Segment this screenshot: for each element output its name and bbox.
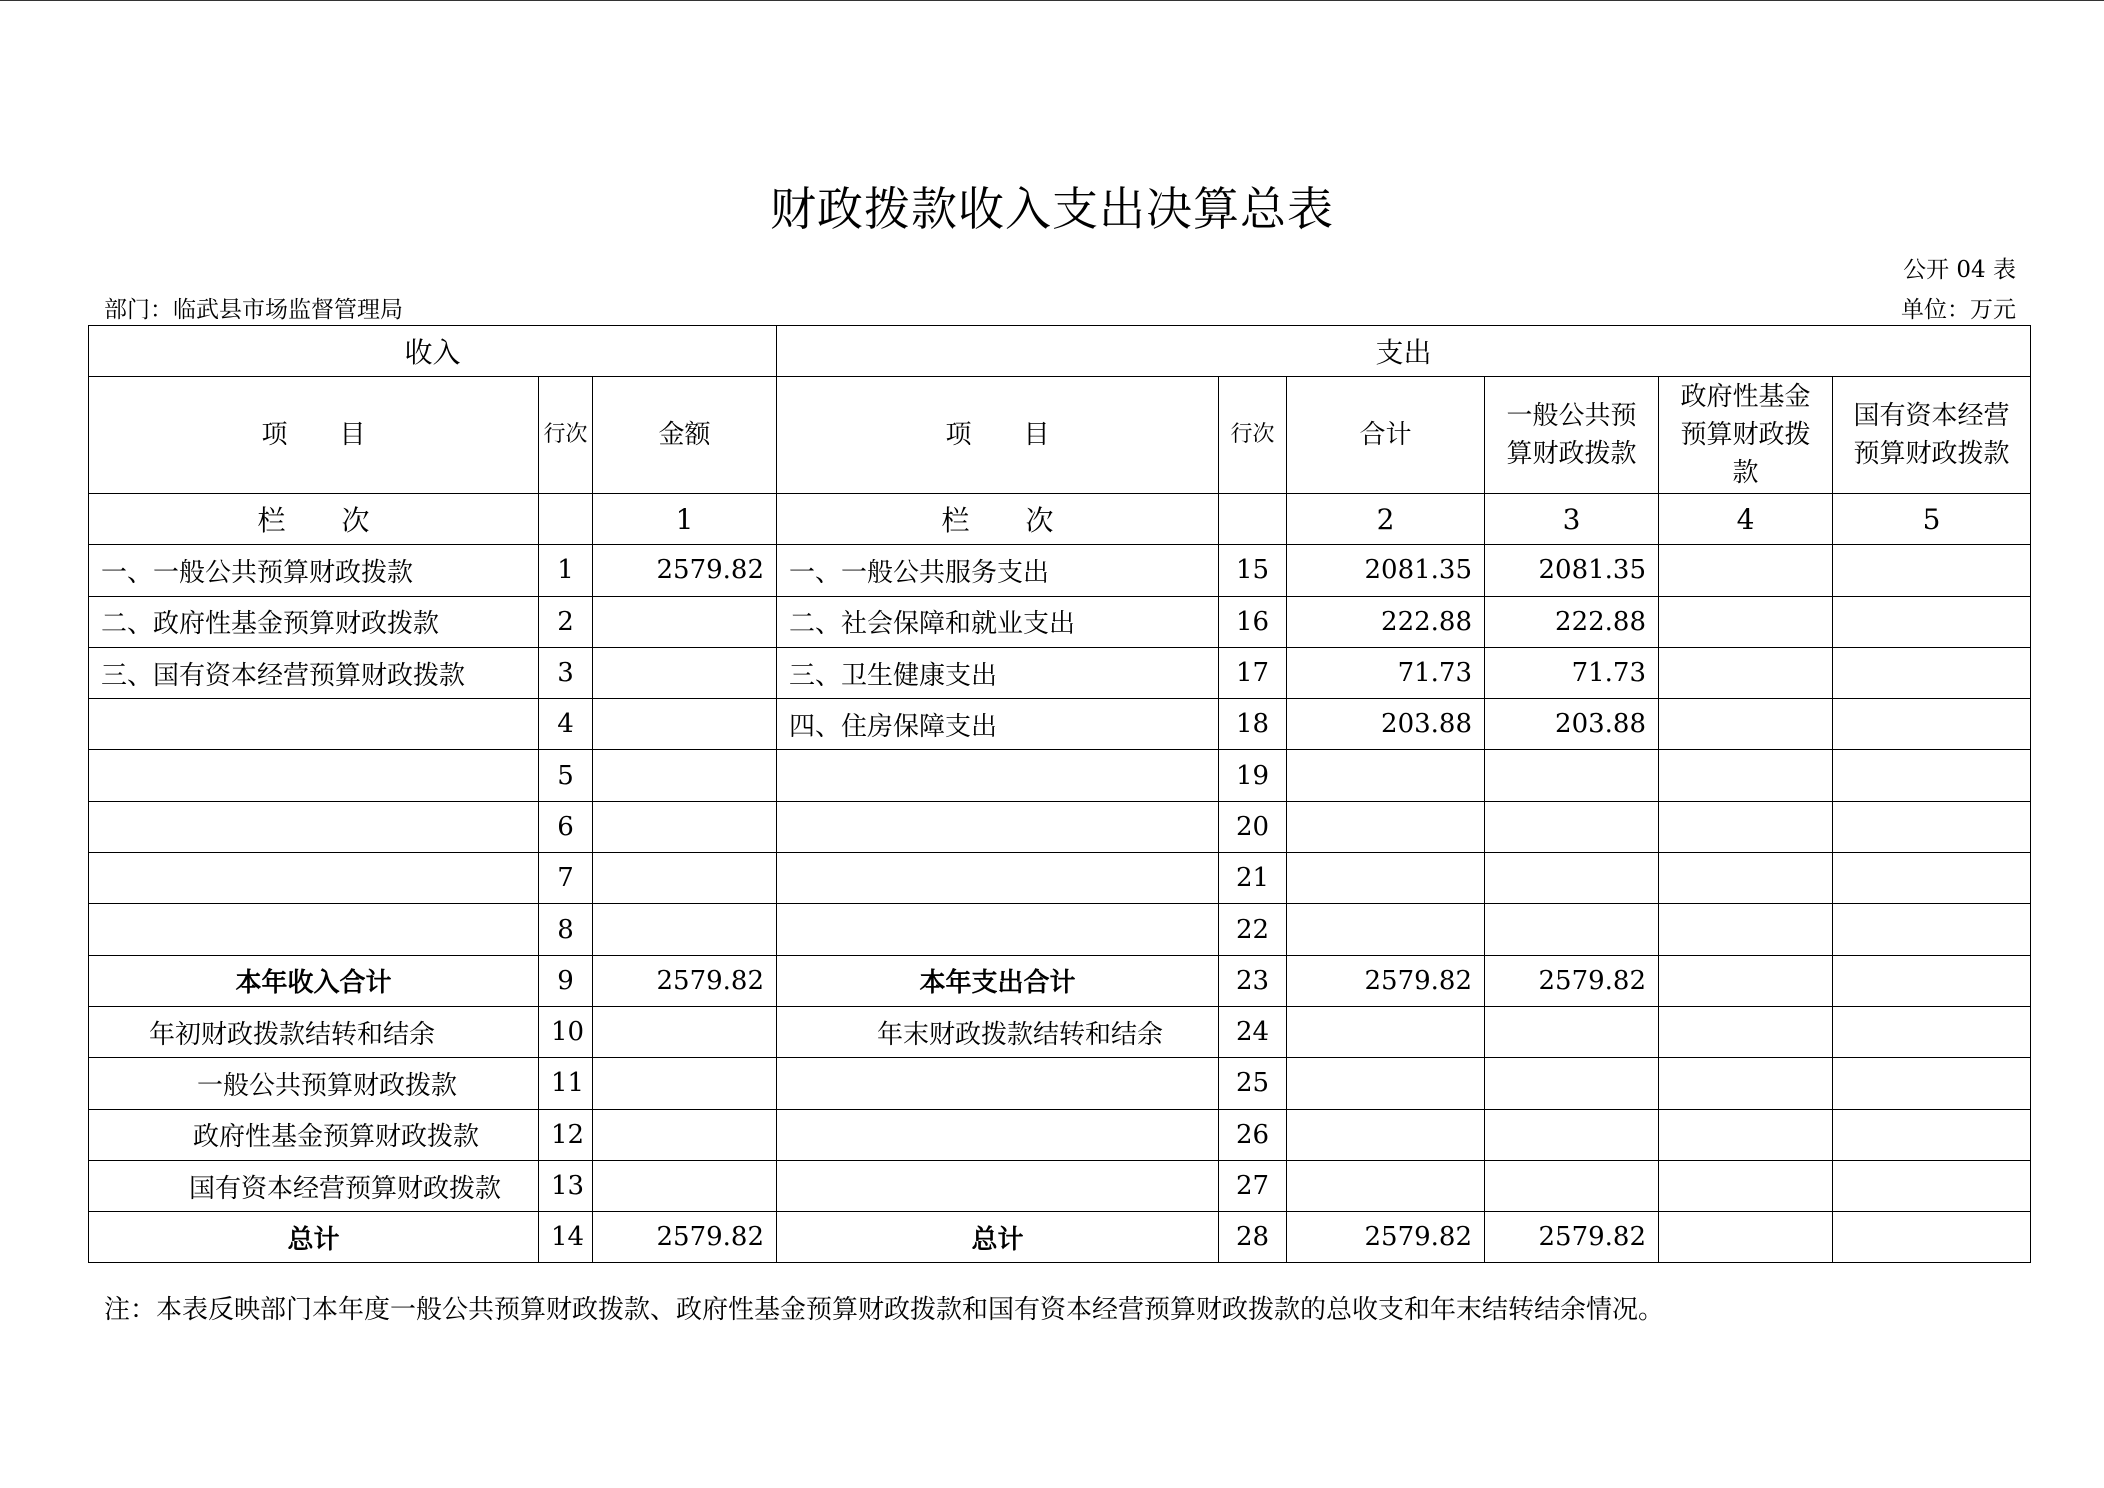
income-row-no: 4 [539, 699, 593, 750]
expense-total: 203.88 [1287, 699, 1485, 750]
expense-fund [1659, 904, 1833, 955]
expense-capital [1833, 853, 2031, 904]
income-amount-header: 金额 [593, 377, 777, 494]
income-item [89, 750, 539, 801]
expense-total: 71.73 [1287, 647, 1485, 698]
income-item: 国有资本经营预算财政拨款 [89, 1160, 539, 1211]
expense-row-no: 26 [1219, 1109, 1287, 1160]
expense-total: 222.88 [1287, 596, 1485, 647]
income-item: 年初财政拨款结转和结余 [89, 1006, 539, 1057]
income-row-no: 3 [539, 647, 593, 698]
expense-item [777, 1160, 1219, 1211]
expense-general [1485, 1058, 1659, 1109]
expense-row-no: 18 [1219, 699, 1287, 750]
expense-item [777, 853, 1219, 904]
expense-total [1287, 1109, 1485, 1160]
income-amount [593, 801, 777, 852]
expense-fund [1659, 699, 1833, 750]
income-amount [593, 596, 777, 647]
income-item: 总计 [89, 1212, 539, 1263]
expense-item-header: 项 目 [777, 377, 1219, 494]
expense-lanci-label: 栏 次 [777, 494, 1219, 545]
table-row-subtotal [89, 955, 2031, 1006]
income-item: 三、国有资本经营预算财政拨款 [89, 647, 539, 698]
expense-fund [1659, 647, 1833, 698]
expense-total-header: 合计 [1287, 377, 1485, 494]
expense-total: 2579.82 [1287, 1212, 1485, 1263]
expense-fund [1659, 596, 1833, 647]
income-amount [593, 699, 777, 750]
expense-capital [1833, 545, 2031, 596]
income-item [89, 699, 539, 750]
expense-item [777, 1109, 1219, 1160]
income-item: 一、一般公共预算财政拨款 [89, 545, 539, 596]
income-amount: 2579.82 [593, 545, 777, 596]
income-row-no: 11 [539, 1058, 593, 1109]
expense-total [1287, 801, 1485, 852]
income-amount [593, 647, 777, 698]
expense-row-no: 15 [1219, 545, 1287, 596]
expense-item: 本年支出合计 [777, 955, 1219, 1006]
col-index-2: 2 [1287, 494, 1485, 545]
income-row-no: 12 [539, 1109, 593, 1160]
gov-fund-header: 政府性基金预算财政拨款 [1659, 377, 1833, 494]
expense-item: 三、卫生健康支出 [777, 647, 1219, 698]
expense-general: 2081.35 [1485, 545, 1659, 596]
column-index-row [89, 494, 2031, 545]
expense-row-no: 22 [1219, 904, 1287, 955]
expense-general [1485, 801, 1659, 852]
expense-general: 2579.82 [1485, 1212, 1659, 1263]
expense-capital [1833, 1109, 2031, 1160]
col-index-4: 4 [1659, 494, 1833, 545]
expense-fund [1659, 1109, 1833, 1160]
state-capital-header: 国有资本经营预算财政拨款 [1833, 377, 2031, 494]
expense-row-no: 27 [1219, 1160, 1287, 1211]
page-title: 财政拨款收入支出决算总表 [770, 182, 1334, 236]
expense-fund [1659, 955, 1833, 1006]
income-row-no: 9 [539, 955, 593, 1006]
expense-item [777, 904, 1219, 955]
table-row [89, 545, 2031, 596]
expense-fund [1659, 853, 1833, 904]
expense-total [1287, 853, 1485, 904]
expense-fund [1659, 801, 1833, 852]
table-row-total [89, 1212, 2031, 1263]
expense-capital [1833, 1058, 2031, 1109]
expense-item: 四、住房保障支出 [777, 699, 1219, 750]
expense-row-no: 21 [1219, 853, 1287, 904]
income-lanci-label: 栏 次 [89, 494, 539, 545]
expense-row-no: 16 [1219, 596, 1287, 647]
table-row [89, 596, 2031, 647]
income-item [89, 801, 539, 852]
expense-row-no: 17 [1219, 647, 1287, 698]
expense-fund [1659, 545, 1833, 596]
income-header: 收入 [89, 326, 777, 377]
col-index-5: 5 [1833, 494, 2031, 545]
table-row [89, 801, 2031, 852]
expense-capital [1833, 596, 2031, 647]
expense-total [1287, 1006, 1485, 1057]
table-row [89, 750, 2031, 801]
expense-row-no: 28 [1219, 1212, 1287, 1263]
expense-row-no: 24 [1219, 1006, 1287, 1057]
income-item: 政府性基金预算财政拨款 [89, 1109, 539, 1160]
income-amount [593, 853, 777, 904]
income-row-no: 6 [539, 801, 593, 852]
income-row-no: 14 [539, 1212, 593, 1263]
income-row-no: 1 [539, 545, 593, 596]
income-item: 本年收入合计 [89, 955, 539, 1006]
expense-row-no: 25 [1219, 1058, 1287, 1109]
expense-general: 2579.82 [1485, 955, 1659, 1006]
expense-total [1287, 1058, 1485, 1109]
income-row-no: 10 [539, 1006, 593, 1057]
table-row [89, 699, 2031, 750]
expense-general [1485, 1006, 1659, 1057]
table-row [89, 853, 2031, 904]
table-row [89, 647, 2031, 698]
income-item: 一般公共预算财政拨款 [89, 1058, 539, 1109]
expense-general [1485, 1109, 1659, 1160]
table-row [89, 1058, 2031, 1109]
department-label: 部门：临武县市场监督管理局 [104, 297, 403, 323]
income-row-no: 7 [539, 853, 593, 904]
expense-item [777, 801, 1219, 852]
expense-total: 2579.82 [1287, 955, 1485, 1006]
expense-fund [1659, 1212, 1833, 1263]
expense-row-no-header: 行次 [1219, 377, 1287, 494]
income-item [89, 904, 539, 955]
expense-fund [1659, 750, 1833, 801]
expense-item [777, 750, 1219, 801]
expense-total [1287, 750, 1485, 801]
unit-label: 单位：万元 [1901, 297, 2016, 323]
expense-item [777, 1058, 1219, 1109]
expense-general: 71.73 [1485, 647, 1659, 698]
expense-general [1485, 1160, 1659, 1211]
income-amount [593, 750, 777, 801]
income-amount [593, 1006, 777, 1057]
expense-fund [1659, 1160, 1833, 1211]
income-row-no: 8 [539, 904, 593, 955]
expense-capital [1833, 1006, 2031, 1057]
income-row-no: 13 [539, 1160, 593, 1211]
expense-general: 222.88 [1485, 596, 1659, 647]
table-row [89, 1160, 2031, 1211]
income-item: 二、政府性基金预算财政拨款 [89, 596, 539, 647]
expense-capital [1833, 699, 2031, 750]
table-row [89, 1109, 2031, 1160]
expense-header: 支出 [777, 326, 2031, 377]
col-index-1: 1 [593, 494, 777, 545]
income-amount [593, 1160, 777, 1211]
expense-capital [1833, 801, 2031, 852]
expense-capital [1833, 1212, 2031, 1263]
expense-item: 年末财政拨款结转和结余 [777, 1006, 1219, 1057]
expense-general [1485, 904, 1659, 955]
expense-item: 二、社会保障和就业支出 [777, 596, 1219, 647]
income-item [89, 853, 539, 904]
expense-general [1485, 750, 1659, 801]
form-number: 公开 04 表 [1903, 257, 2016, 283]
table-note: 注：本表反映部门本年度一般公共预算财政拨款、政府性基金预算财政拨款和国有资本经营预算财政拨款的总收支和年末结转结余情况。 [104, 1295, 1665, 1325]
income-amount: 2579.82 [593, 955, 777, 1006]
expense-total [1287, 904, 1485, 955]
expense-capital [1833, 750, 2031, 801]
income-amount: 2579.82 [593, 1212, 777, 1263]
expense-fund [1659, 1006, 1833, 1057]
income-amount [593, 1109, 777, 1160]
expense-row-no: 19 [1219, 750, 1287, 801]
expense-total [1287, 1160, 1485, 1211]
table-row [89, 904, 2031, 955]
column-header-row [89, 377, 2031, 494]
expense-capital [1833, 904, 2031, 955]
income-row-no: 2 [539, 596, 593, 647]
general-budget-header: 一般公共预算财政拨款 [1485, 377, 1659, 494]
income-amount [593, 1058, 777, 1109]
income-amount [593, 904, 777, 955]
table-header-row [89, 326, 2031, 377]
income-row-no: 5 [539, 750, 593, 801]
expense-general [1485, 853, 1659, 904]
expense-fund [1659, 1058, 1833, 1109]
expense-total: 2081.35 [1287, 545, 1485, 596]
expense-item: 总计 [777, 1212, 1219, 1263]
expense-general: 203.88 [1485, 699, 1659, 750]
fiscal-appropriation-table [88, 325, 2031, 1263]
expense-row-no: 20 [1219, 801, 1287, 852]
income-item-header: 项 目 [89, 377, 539, 494]
expense-capital [1833, 647, 2031, 698]
expense-capital [1833, 955, 2031, 1006]
table-row [89, 1006, 2031, 1057]
income-row-no-header: 行次 [539, 377, 593, 494]
expense-item: 一、一般公共服务支出 [777, 545, 1219, 596]
expense-row-no: 23 [1219, 955, 1287, 1006]
expense-capital [1833, 1160, 2031, 1211]
col-index-3: 3 [1485, 494, 1659, 545]
